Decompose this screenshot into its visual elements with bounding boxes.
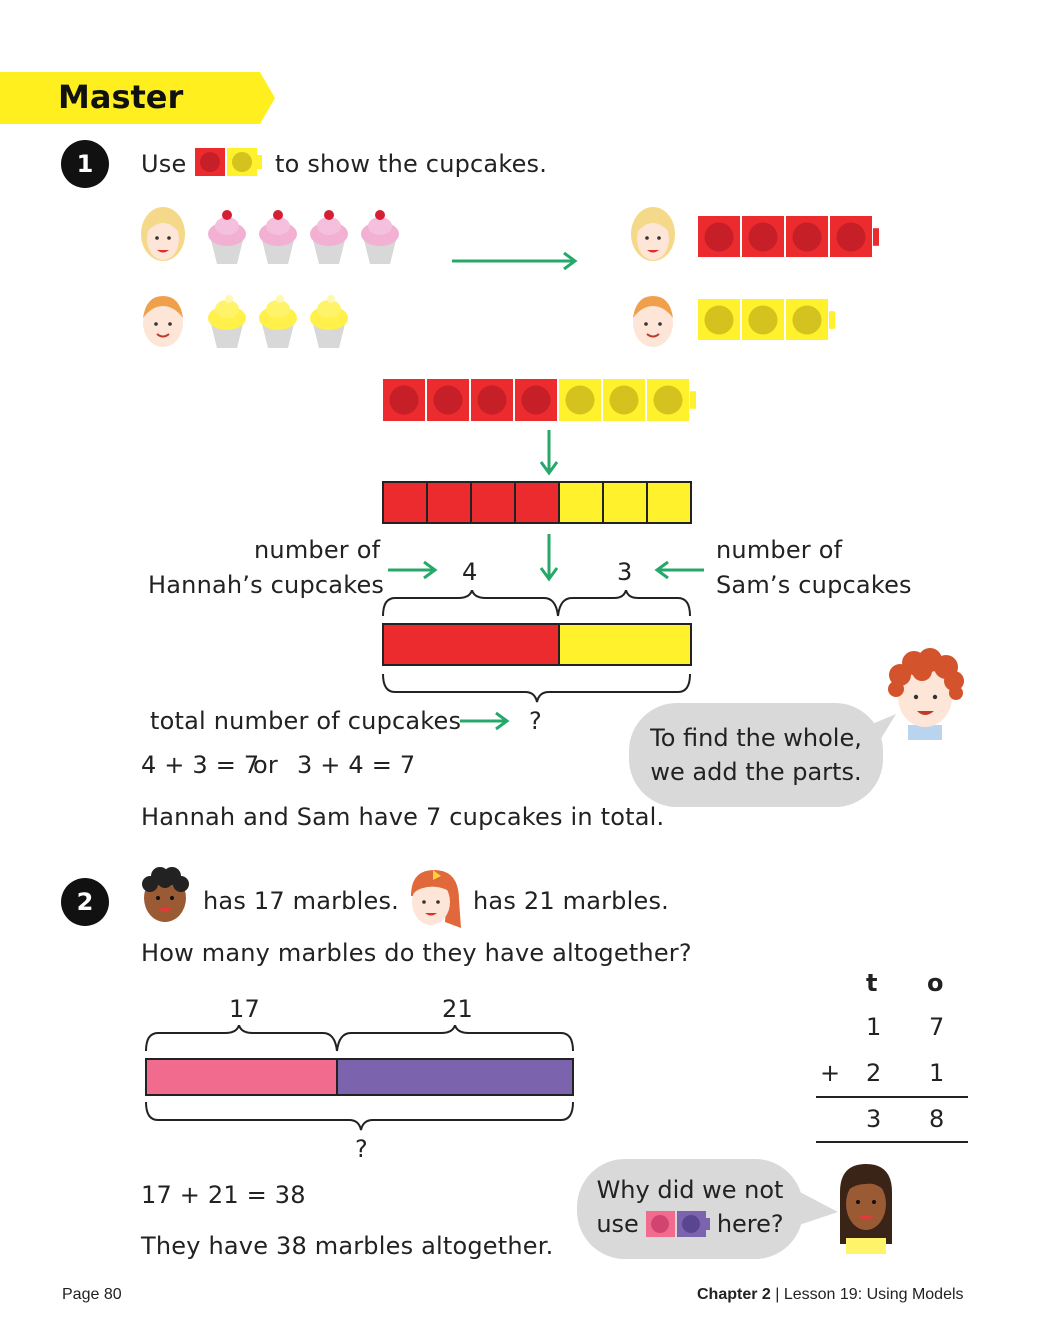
speech-1-line2: we add the parts. [650,758,862,786]
pink-cupcake-icon [208,210,246,264]
equation-b: 3 + 4 = 7 [297,751,416,779]
bar-square [383,482,427,523]
hannah-label-line1: number of [254,536,381,564]
hannah-face-icon [630,206,676,266]
boy-marbles-text: has 17 marbles. [203,887,399,915]
yellow-cupcake-icon [310,295,348,348]
arrow-down-icon [538,532,560,584]
part-braces [380,590,696,620]
sam-label-line1: number of [716,536,843,564]
plus-sign: + [820,1059,841,1087]
yellow-cupcakes-row [203,290,353,350]
q2-whole-brace [143,1100,577,1134]
cube-connector [829,311,835,329]
row1-ones: 7 [929,1013,945,1041]
total-label: total number of cupcakes [150,707,462,735]
q2-part-whole-bar [145,1058,575,1098]
speech-2-line1: Why did we not [596,1176,784,1204]
yellow-cupcake-icon [259,295,297,348]
q2-whole-question-mark: ? [355,1135,368,1163]
arrow-down-icon [538,428,560,478]
speech-2-here: here? [716,1210,784,1238]
equation-a: 4 + 3 = 7 [141,751,260,779]
pink-cupcake-icon [361,210,399,264]
question-number-2: 2 [61,878,109,926]
part-b-bar [337,1059,573,1095]
arrow-left-icon [652,559,706,581]
bar-of-squares [382,481,694,525]
question-number-1: 1 [61,140,109,188]
arrow-right-icon [450,250,580,272]
whole-question-mark: ? [529,707,542,735]
yellow-cube-train [697,298,837,340]
speech-bubble-2 [577,1159,803,1259]
q1-instruction-text: to show the cupcakes. [275,150,548,178]
column-header-ones: o [927,969,944,997]
combined-cube-train [382,378,702,422]
footer-chapter-lesson [697,1286,964,1304]
part-b-value: 21 [442,995,473,1023]
cube-connector [873,228,879,246]
red-yellow-cubes-icon [194,146,264,178]
part-a-bar [146,1059,337,1095]
result-ones: 8 [929,1105,945,1133]
bar-square [427,482,471,523]
sam-face-icon [140,292,186,350]
bar-square [559,482,603,523]
bar-square [515,482,559,523]
row1-tens: 1 [866,1013,882,1041]
part-hannah-bar [383,624,559,665]
speech-2-line2 [577,1207,803,1241]
part-a-value: 17 [229,995,260,1023]
sum-line-top [816,1096,968,1098]
q2-equation: 17 + 21 = 38 [141,1181,306,1209]
speech-2-use: use [596,1210,639,1238]
q2-conclusion: They have 38 marbles altogether. [141,1232,554,1260]
arrow-right-icon [386,559,440,581]
page-number: Page 80 [62,1286,122,1303]
section-title: Master [58,78,184,116]
girl-marbles-text: has 21 marbles. [473,887,669,915]
boy-face-icon [140,866,190,924]
girl-character-icon [836,1162,896,1254]
speech-1-line1: To find the whole, [650,724,862,752]
speech-bubble-1 [629,703,883,807]
bar-square [603,482,647,523]
sum-line-bottom [816,1141,968,1143]
q1-instruction-use: Use [141,150,187,178]
pink-cupcake-icon [310,210,348,264]
part-hannah-value: 4 [462,558,478,586]
part-whole-bar [382,623,694,667]
hannah-label-line2: Hannah’s cupcakes [148,571,385,599]
part-sam-bar [559,624,691,665]
row2-tens: 2 [866,1059,882,1087]
cube-connector [690,391,696,409]
footer-separator: | [775,1286,780,1303]
q2-part-braces [143,1025,577,1055]
yellow-cupcake-icon [208,295,246,348]
arrow-right-icon [458,710,512,732]
boy-character-icon [880,645,970,740]
hannah-face-icon [140,206,186,266]
bar-square [471,482,515,523]
pink-cupcakes-row [203,206,403,266]
bar-square [647,482,691,523]
sam-label-line2: Sam’s cupcakes [716,571,912,599]
footer-chapter: Chapter 2 [697,1286,771,1303]
pink-cupcake-icon [259,210,297,264]
part-sam-value: 3 [617,558,633,586]
red-cube-train [697,215,881,257]
girl-face-icon [403,866,465,932]
footer-lesson: Lesson 19: Using Models [783,1286,964,1303]
q2-question: How many marbles do they have altogether? [141,939,692,967]
column-header-tens: t [866,969,878,997]
q1-conclusion: Hannah and Sam have 7 cupcakes in total. [141,803,665,831]
equation-or: or [253,751,278,779]
result-tens: 3 [866,1105,882,1133]
row2-ones: 1 [929,1059,945,1087]
pink-purple-cubes-icon [645,1209,711,1239]
sam-face-icon [630,292,676,350]
